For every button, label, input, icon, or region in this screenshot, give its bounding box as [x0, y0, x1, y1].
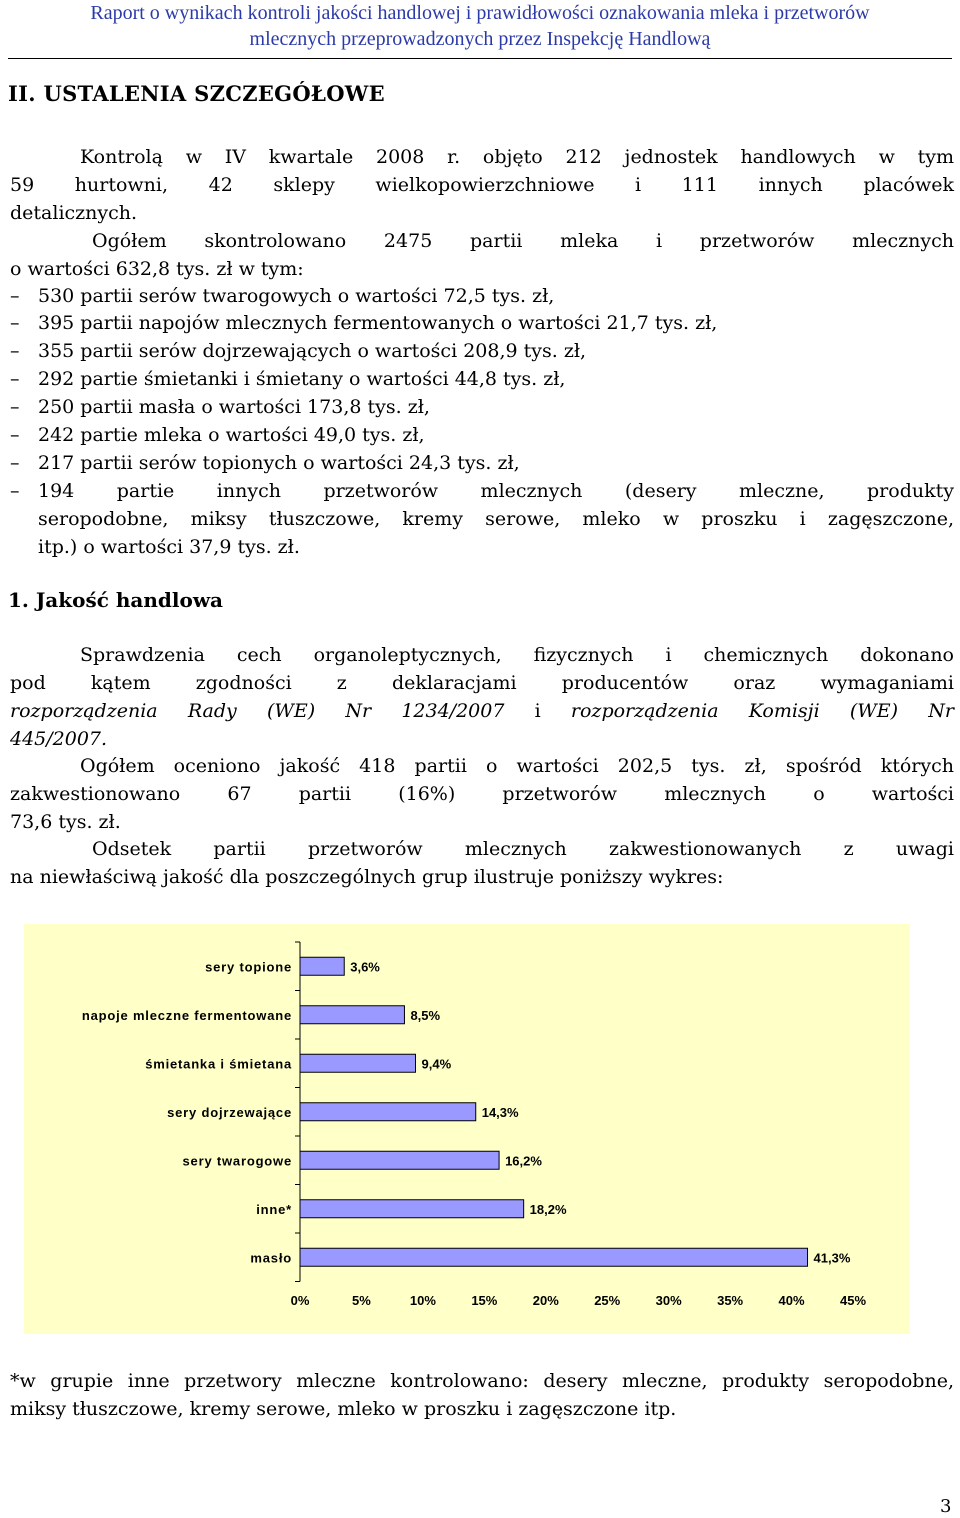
bullet-8-line-3: itp.) o wartości 37,9 tys. zł. — [38, 536, 300, 558]
data-label: 8,5% — [410, 1007, 441, 1023]
x-tick-label: 25% — [594, 1293, 621, 1308]
footnote-line-2: miksy tłuszczowe, kremy serowe, mleko w proszku i zagęszczone itp. — [10, 1398, 677, 1420]
subsection-title: 1. Jakość handlowa — [8, 588, 223, 612]
x-tick-label: 5% — [352, 1293, 371, 1308]
bullet-dash: – — [10, 340, 20, 362]
x-tick-label: 45% — [839, 1293, 867, 1308]
category-label: sery twarogowe — [182, 1153, 292, 1169]
bullet-dash: – — [10, 396, 20, 418]
category-label: masło — [250, 1250, 292, 1266]
data-label: 41,3% — [813, 1250, 851, 1266]
body-p1-line-1: Sprawdzenia cech organoleptycznych, fizycznych i chemicznych dokonano — [80, 644, 954, 666]
header-rule — [8, 58, 952, 59]
bullet-8-line-2: seropodobne, miksy tłuszczowe, kremy serowe, mleko w proszku i zagęszczone, — [38, 508, 954, 530]
x-tick-label: 40% — [778, 1293, 805, 1308]
category-label: śmietanka i śmietana — [145, 1056, 292, 1072]
bullet-dash: – — [10, 452, 20, 474]
body-p2-line-2: zakwestionowano 67 partii (16%) przetworów mlecznych o wartości — [10, 783, 954, 805]
data-label: 9,4% — [421, 1056, 452, 1072]
page-number: 3 — [940, 1496, 952, 1517]
body-p1-line-3: rozporządzenia Rady (WE) Nr 1234/2007 i rozporządzenia Komisji (WE) Nr — [10, 700, 954, 722]
body-p3-line-2: na niewłaściwą jakość dla poszczególnych grup ilustruje poniższy wykres: — [10, 866, 724, 888]
bar — [300, 1248, 808, 1266]
intro-p2-line-2: o wartości 632,8 tys. zł w tym: — [10, 258, 304, 280]
header-line-2: mlecznych przeprowadzonych przez Inspekcję Handlową — [249, 28, 711, 50]
bullet-dash: – — [10, 480, 20, 502]
bar — [300, 1200, 524, 1218]
bullet-dash: – — [10, 368, 20, 390]
footnote-line-1: *w grupie inne przetwory mleczne kontrolowano: desery mleczne, produkty seropodobne, — [10, 1370, 954, 1392]
intro-p1-line-2: 59 hurtowni, 42 sklepy wielkopowierzchniowe i 111 innych placówek — [10, 174, 954, 196]
x-tick-label: 15% — [471, 1293, 498, 1308]
data-label: 3,6% — [350, 959, 380, 975]
data-label: 18,2% — [529, 1201, 567, 1217]
data-label: 14,3% — [481, 1104, 519, 1120]
body-p1-line-2: pod kątem zgodności z deklaracjami producentów oraz wymaganiami — [10, 672, 954, 694]
bar — [300, 1006, 404, 1024]
x-tick-label: 10% — [409, 1293, 436, 1308]
chart-svg — [24, 924, 910, 1334]
intro-p2-line-1: Ogółem skontrolowano 2475 partii mleka i przetworów mlecznych — [92, 230, 954, 252]
bar — [300, 1151, 499, 1169]
intro-p1-line-3: detalicznych. — [10, 202, 138, 224]
intro-p1-line-1: Kontrolą w IV kwartale 2008 r. objęto 212 jednostek handlowych w tym — [80, 146, 954, 168]
bullet-dash: – — [10, 312, 20, 334]
category-label: sery dojrzewające — [167, 1104, 292, 1120]
data-label: 16,2% — [505, 1153, 542, 1169]
body-p2-line-3: 73,6 tys. zł. — [10, 811, 121, 833]
x-tick-label: 20% — [532, 1293, 559, 1308]
bullet-dash: – — [10, 424, 20, 446]
category-label: napoje mleczne fermentowane — [81, 1007, 292, 1023]
bar — [300, 957, 344, 975]
rejection-rate-chart — [24, 924, 910, 1334]
x-tick-label: 0% — [290, 1293, 310, 1308]
bullet-8-line-1: 194 partie innych przetworów mlecznych (desery mleczne, produkty — [38, 480, 954, 502]
category-label: sery topione — [205, 959, 292, 975]
bar — [300, 1054, 416, 1072]
bar — [300, 1103, 476, 1121]
category-label: inne* — [256, 1201, 292, 1217]
section-title: II. USTALENIA SZCZEGÓŁOWE — [8, 81, 385, 106]
body-p1-line-4: 445/2007. — [10, 728, 108, 750]
body-p3-line-1: Odsetek partii przetworów mlecznych zakwestionowanych z uwagi — [92, 838, 954, 860]
body-p2-line-1: Ogółem oceniono jakość 418 partii o wartości 202,5 tys. zł, spośród których — [80, 755, 954, 777]
running-header — [0, 0, 960, 52]
header-line-1: Raport o wynikach kontroli jakości handlowej i prawidłowości oznakowania mleka i przetworów — [90, 2, 870, 24]
x-tick-label: 30% — [655, 1293, 682, 1308]
x-tick-label: 35% — [717, 1293, 744, 1308]
bullet-dash: – — [10, 285, 20, 307]
